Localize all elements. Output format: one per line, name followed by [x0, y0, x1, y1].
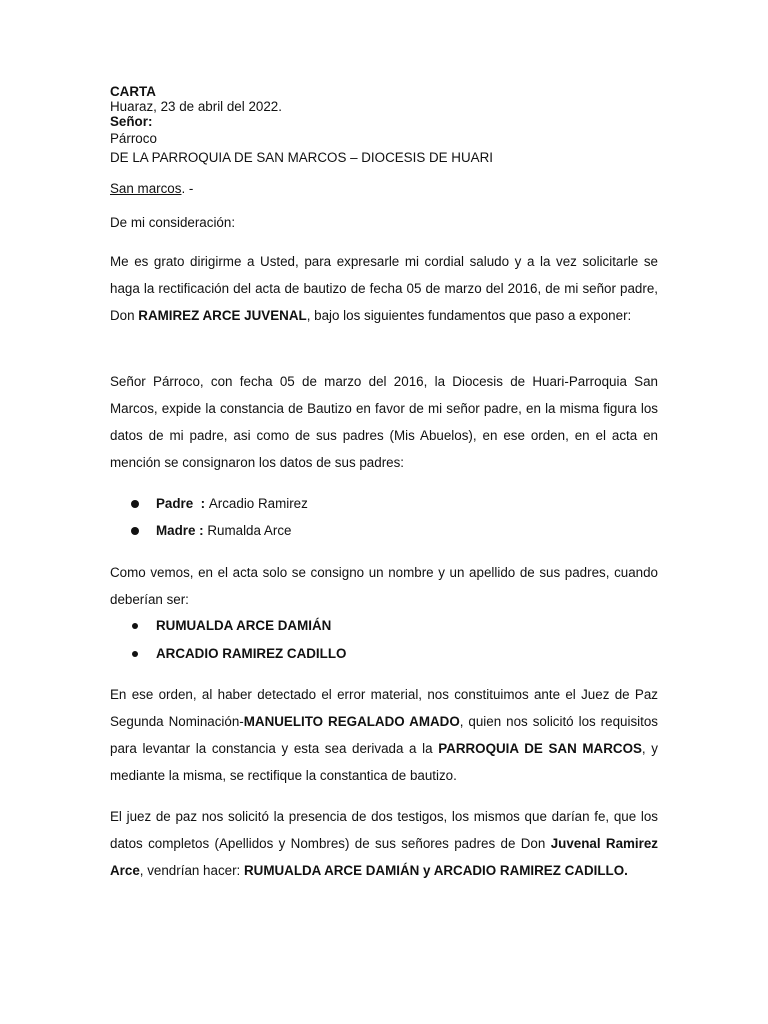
bullet-icon	[132, 623, 138, 629]
paragraph-text: En ese orden, al haber detectado el error material, nos constituimos ante el Juez de Paz Segunda Nominación-	[110, 687, 658, 729]
list-item-label: Padre	[156, 496, 194, 511]
paragraph-observation: Como vemos, en el acta solo se consigno un nombre y un apellido de sus padres, cuando deberían ser:	[110, 565, 658, 607]
father-name: RAMIREZ ARCE JUVENAL	[138, 308, 307, 323]
list-item-value: Rumalda Arce	[207, 523, 292, 538]
correct-names: RUMUALDA ARCE DAMIÁN y ARCADIO RAMIREZ CADILLO.	[244, 863, 628, 878]
city-suffix: . -	[181, 181, 194, 196]
paragraph-text: , bajo los siguientes fundamentos que paso a exponer:	[306, 308, 632, 323]
parish-name: PARROQUIA DE SAN MARCOS	[438, 741, 642, 756]
recipient-role: Párroco	[110, 131, 157, 146]
place-date: Huaraz, 23 de abril del 2022.	[110, 99, 282, 114]
paragraph-text: Me es grato dirigirme a Usted, para expresarle mi cordial saludo y a la vez solicitarle se haga la rectificación del acta de bautizo de fecha 05 de marzo del 2016, de mi señor padre, Don	[110, 254, 658, 323]
greeting: De mi consideración:	[110, 215, 236, 230]
paragraph-text: , y mediante la misma, se rectifique la constantica de bautizo.	[110, 741, 658, 783]
paragraph-procedure	[110, 681, 658, 789]
recipient-org: DE LA PARROQUIA DE SAN MARCOS – DIOCESIS DE HUARI	[110, 150, 493, 165]
paragraph-witnesses	[110, 803, 658, 884]
letter-title: CARTA	[110, 84, 156, 99]
city-line	[110, 181, 193, 197]
paragraph-text: , quien nos solicitó los requisitos para levantar la constancia y esta sea derivada a la	[110, 714, 658, 756]
list-item-value: Arcadio Ramirez	[208, 496, 308, 511]
judge-name: MANUELITO REGALADO AMADO	[243, 714, 460, 729]
list-item-separator: :	[193, 496, 209, 511]
list-item: ARCADIO RAMIREZ CADILLO	[156, 646, 347, 661]
list-item-separator: :	[195, 523, 208, 538]
paragraph-text: El juez de paz nos solicitó la presencia de dos testigos, los mismos que darían fe, que los datos completos (Apellidos y Nombres) de sus señores padres de Don	[110, 809, 658, 851]
list-item	[156, 496, 308, 512]
list-item	[156, 523, 291, 539]
list-item-label: Madre	[156, 523, 196, 538]
bullet-icon	[131, 500, 139, 508]
salutation: Señor:	[110, 114, 153, 129]
bullet-icon	[131, 527, 139, 535]
city: San marcos	[110, 181, 182, 196]
paragraph-background: Señor Párroco, con fecha 05 de marzo del 2016, la Diocesis de Huari-Parroquia San Marcos, expide la constancia de Bautizo en favor de mi señor padre, en la misma figura los datos de mi padre, asi como de sus padres (Mis Abuelos), en ese orden, en el acta en mención se consignaron los datos de sus padres:	[110, 374, 658, 470]
paragraph-text: , vendrían hacer:	[139, 863, 244, 878]
bullet-icon	[132, 651, 138, 657]
list-item: RUMUALDA ARCE DAMIÁN	[156, 618, 332, 633]
paragraph-request	[110, 248, 658, 329]
father-name: Juvenal Ramirez Arce	[110, 836, 659, 878]
